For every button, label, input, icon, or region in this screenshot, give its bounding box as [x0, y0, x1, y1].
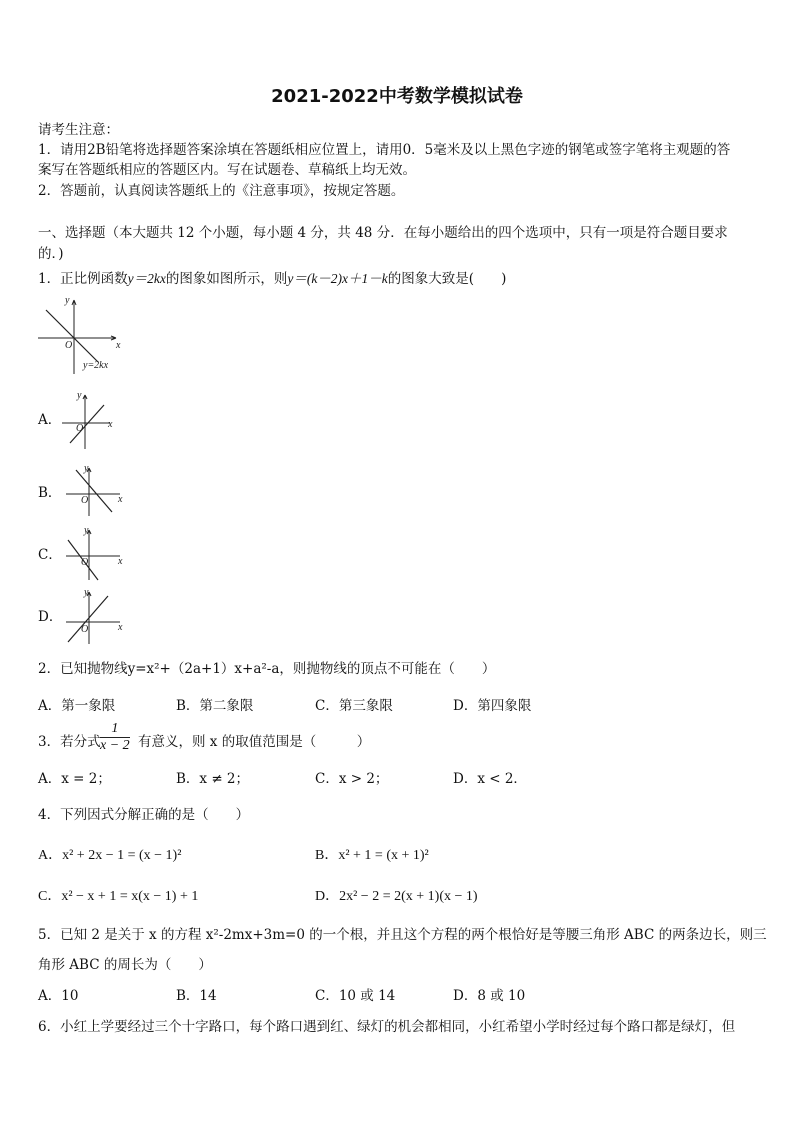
q1-option-b-letter: B． — [38, 485, 62, 501]
question-2-stem: 2．已知抛物线y=x²+（2a+1）x+a²-a，则抛物线的顶点不可能在（ ） — [38, 661, 496, 677]
q1-suffix: 的图象大致是( ) — [387, 271, 507, 287]
q5-option-a: A．10 — [38, 988, 79, 1004]
q5-option-b: B．14 — [176, 988, 217, 1004]
q1-b-x-label: x — [118, 494, 123, 505]
notice-line-1a: 1．请用2B铅笔将选择题答案涂填在答题纸相应位置上，请用0．5毫米及以上黑色字迹的钢笔或签字笔将主观题的答 — [38, 142, 731, 158]
notice-heading: 请考生注意： — [38, 122, 119, 138]
q3-option-b: B．x ≠ 2； — [176, 771, 250, 787]
q5-option-c: C．10 或 14 — [315, 988, 396, 1004]
question-4-stem: 4．下列因式分解正确的是（ ） — [38, 807, 250, 823]
q5-option-d: D．8 或 10 — [453, 988, 526, 1004]
q1-ref-line-label: y=2kx — [83, 360, 109, 371]
q1-option-c-letter: C． — [38, 547, 62, 563]
q1-option-c-graph — [64, 524, 128, 584]
question-6-line-1: 6．小红上学要经过三个十字路口，每个路口遇到红、绿灯的机会都相同，小红希望小学时经过每个路口都是绿灯，但 — [38, 1019, 736, 1035]
q1-c-origin: O — [81, 557, 89, 568]
question-5-line-2: 角形 ABC 的周长为（ ） — [38, 957, 212, 973]
q3-suffix: 有意义，则 x 的取值范围是（ ） — [138, 734, 371, 750]
q1-c-x-label: x — [118, 556, 123, 567]
q1-prefix: 1．正比例函数 — [38, 271, 128, 287]
q1-expr-1: y＝2kx — [127, 271, 166, 286]
section-heading-line-2: 的．) — [38, 246, 64, 262]
q1-option-d-graph — [64, 586, 128, 648]
q2-option-a: A．第一象限 — [38, 698, 116, 714]
q3-prefix: 3．若分式 — [38, 734, 101, 750]
q3-option-a: A．x = 2； — [38, 771, 111, 787]
q3-fraction-denominator: x − 2 — [100, 738, 130, 753]
q3-option-d: D．x < 2． — [453, 771, 527, 787]
q3-fraction-numerator: 1 — [100, 721, 130, 738]
q1-a-x-label: x — [108, 419, 113, 430]
q1-option-d-letter: D． — [38, 609, 63, 625]
q4-option-c: C．x² − x + 1 = x(x − 1) + 1 — [38, 889, 199, 904]
q3-option-c: C．x > 2； — [315, 771, 389, 787]
q3-fraction — [100, 721, 130, 754]
q2-option-d: D．第四象限 — [453, 698, 532, 714]
q4-option-d: D．2x² − 2 = 2(x + 1)(x − 1) — [315, 889, 478, 904]
q4-option-a: A．x² + 2x − 1 = (x − 1)² — [38, 848, 182, 863]
q1-d-y-label: y — [84, 587, 89, 598]
q1-option-a-letter: A． — [38, 412, 62, 428]
q1-mid: 的图象如图所示，则 — [165, 271, 288, 287]
q1-d-origin: O — [81, 624, 89, 635]
q2-option-b: B．第二象限 — [176, 698, 254, 714]
notice-line-1b: 案写在答题纸相应的答题区内。写在试题卷、草稿纸上均无效。 — [38, 162, 416, 178]
page-title: 2021-2022中考数学模拟试卷 — [271, 86, 523, 107]
q1-expr-2: y＝(k－2)x＋1－k — [287, 271, 388, 286]
q1-c-y-label: y — [84, 525, 89, 536]
q1-a-y-label: y — [77, 390, 82, 401]
q4-option-b: B．x² + 1 = (x + 1)² — [315, 848, 429, 863]
q1-option-a-graph — [60, 387, 124, 453]
q1-b-origin: O — [81, 495, 89, 506]
q1-ref-y-label: y — [65, 295, 70, 306]
question-5-line-1: 5．已知 2 是关于 x 的方程 x²-2mx+3m=0 的一个根，并且这个方程的两个根恰好是等腰三角形 ABC 的两条边长，则三 — [38, 927, 767, 943]
q1-a-origin: O — [76, 423, 84, 434]
q1-option-b-graph — [64, 462, 128, 522]
q1-b-y-label: y — [84, 463, 89, 474]
notice-line-2: 2．答题前，认真阅读答题纸上的《注意事项》，按规定答题。 — [38, 183, 405, 199]
q1-ref-x-label: x — [116, 340, 121, 351]
section-heading-line-1: 一、选择题（本大题共 12 个小题，每小题 4 分，共 48 分．在每小题给出的四个选项中，只有一项是符合题目要求 — [38, 225, 728, 241]
q1-reference-graph — [36, 292, 136, 376]
question-1-stem — [38, 270, 506, 288]
q1-ref-origin: O — [65, 340, 73, 351]
q1-d-x-label: x — [118, 622, 123, 633]
q2-option-c: C．第三象限 — [315, 698, 393, 714]
